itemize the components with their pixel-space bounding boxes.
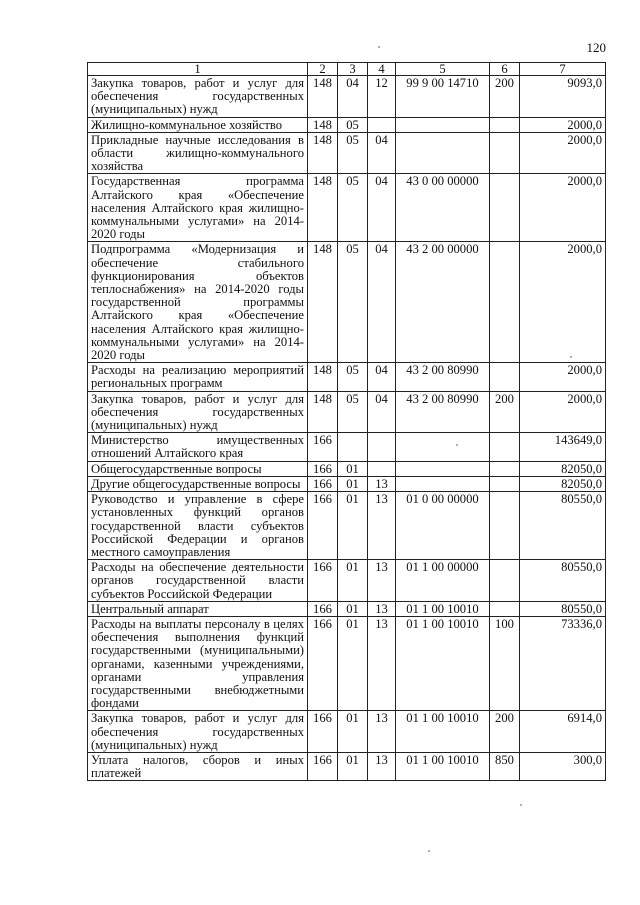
budget-table [87,62,606,781]
row-name-cell: Руководство и управление в сфере установленных функций органов государственной власти субъектов Российской Федерации и органов местного самоуправления [88,492,308,560]
target-item-cell: 01 1 00 10010 [396,752,490,780]
row-name-cell: Расходы на выплаты персоналу в целях обеспечения выполнения функций государственными (муниципальными) органами, казенными учреждениями, органами управления государственными внебюджетными фондами [88,616,308,710]
expense-type-cell: 850 [490,752,520,780]
table-row [88,616,606,710]
expense-type-cell: 200 [490,391,520,433]
amount-cell: 73336,0 [520,616,606,710]
scan-speck [428,850,430,852]
table-row [88,117,606,132]
row-name-cell: Общегосударственные вопросы [88,461,308,476]
target-item-cell: 43 2 00 80990 [396,391,490,433]
row-name-cell: Расходы на реализацию мероприятий региональных программ [88,363,308,391]
scan-speck [520,804,522,806]
amount-cell: 82050,0 [520,476,606,491]
amount-cell: 80550,0 [520,601,606,616]
table-row [88,76,606,118]
subsection-code-cell: 04 [368,363,396,391]
ministry-code-cell: 166 [308,616,338,710]
expense-type-cell [490,117,520,132]
target-item-cell: 01 1 00 10010 [396,711,490,753]
table-row [88,363,606,391]
table-row [88,752,606,780]
ministry-code-cell: 148 [308,363,338,391]
subsection-code-cell: 13 [368,560,396,602]
section-code-cell: 05 [338,132,368,174]
row-name-cell: Уплата налогов, сборов и иных платежей [88,752,308,780]
subsection-code-cell: 13 [368,601,396,616]
ministry-code-cell: 148 [308,242,338,363]
expense-type-cell [490,476,520,491]
ministry-code-cell: 148 [308,117,338,132]
amount-cell: 80550,0 [520,560,606,602]
header-cell: 4 [368,63,396,76]
expense-type-cell [490,601,520,616]
amount-cell: 2000,0 [520,391,606,433]
section-code-cell: 05 [338,117,368,132]
expense-type-cell [490,492,520,560]
row-name-cell: Государственная программа Алтайского края «Обеспечение населения Алтайского края жилищно-коммунальными услугами» на 2014-2020 годы [88,174,308,242]
table-row [88,711,606,753]
section-code-cell: 01 [338,492,368,560]
table-row [88,433,606,461]
section-code-cell: 01 [338,616,368,710]
ministry-code-cell: 148 [308,76,338,118]
header-cell: 6 [490,63,520,76]
ministry-code-cell: 166 [308,433,338,461]
expense-type-cell [490,174,520,242]
ministry-code-cell: 166 [308,711,338,753]
expense-type-cell [490,132,520,174]
row-name-cell: Министерство имущественных отношений Алтайского края [88,433,308,461]
amount-cell: 82050,0 [520,461,606,476]
subsection-code-cell: 13 [368,711,396,753]
amount-cell: 300,0 [520,752,606,780]
table-row [88,132,606,174]
row-name-cell: Центральный аппарат [88,601,308,616]
table-body [88,76,606,781]
target-item-cell: 01 1 00 00000 [396,560,490,602]
header-cell: 5 [396,63,490,76]
amount-cell: 2000,0 [520,132,606,174]
header-cell: 2 [308,63,338,76]
amount-cell: 143649,0 [520,433,606,461]
section-code-cell: 01 [338,601,368,616]
section-code-cell: 05 [338,391,368,433]
section-code-cell: 05 [338,242,368,363]
scan-speck [570,356,572,358]
expense-type-cell [490,242,520,363]
ministry-code-cell: 148 [308,132,338,174]
subsection-code-cell: 13 [368,616,396,710]
subsection-code-cell: 12 [368,76,396,118]
target-item-cell [396,476,490,491]
table-row [88,492,606,560]
subsection-code-cell: 04 [368,132,396,174]
target-item-cell: 01 0 00 00000 [396,492,490,560]
target-item-cell: 99 9 00 14710 [396,76,490,118]
target-item-cell: 43 2 00 00000 [396,242,490,363]
amount-cell: 2000,0 [520,117,606,132]
ministry-code-cell: 166 [308,601,338,616]
scan-speck [378,46,380,48]
section-code-cell: 01 [338,711,368,753]
ministry-code-cell: 148 [308,174,338,242]
page-number: 120 [586,40,606,55]
ministry-code-cell: 166 [308,492,338,560]
row-name-cell: Прикладные научные исследования в области жилищно-коммунального хозяйства [88,132,308,174]
row-name-cell: Другие общегосударственные вопросы [88,476,308,491]
ministry-code-cell: 166 [308,476,338,491]
header-cell: 7 [520,63,606,76]
scan-speck [456,444,458,446]
target-item-cell [396,461,490,476]
row-name-cell: Закупка товаров, работ и услуг для обеспечения государственных (муниципальных) нужд [88,76,308,118]
expense-type-cell: 100 [490,616,520,710]
section-code-cell: 04 [338,76,368,118]
table-row [88,601,606,616]
subsection-code-cell [368,461,396,476]
header-cell: 1 [88,63,308,76]
target-item-cell [396,433,490,461]
amount-cell: 2000,0 [520,174,606,242]
section-code-cell: 01 [338,476,368,491]
subsection-code-cell [368,117,396,132]
expense-type-cell [490,363,520,391]
row-name-cell: Жилищно-коммунальное хозяйство [88,117,308,132]
amount-cell: 80550,0 [520,492,606,560]
row-name-cell: Закупка товаров, работ и услуг для обеспечения государственных (муниципальных) нужд [88,391,308,433]
subsection-code-cell: 04 [368,174,396,242]
subsection-code-cell: 13 [368,752,396,780]
target-item-cell [396,132,490,174]
header-cell: 3 [338,63,368,76]
target-item-cell: 43 2 00 80990 [396,363,490,391]
subsection-code-cell [368,433,396,461]
row-name-cell: Расходы на обеспечение деятельности органов государственной власти субъектов Российской Федерации [88,560,308,602]
subsection-code-cell: 13 [368,476,396,491]
subsection-code-cell: 04 [368,242,396,363]
target-item-cell [396,117,490,132]
target-item-cell: 43 0 00 00000 [396,174,490,242]
ministry-code-cell: 166 [308,461,338,476]
row-name-cell: Закупка товаров, работ и услуг для обеспечения государственных (муниципальных) нужд [88,711,308,753]
table-row [88,461,606,476]
table-row [88,391,606,433]
amount-cell: 6914,0 [520,711,606,753]
section-code-cell: 01 [338,560,368,602]
expense-type-cell [490,461,520,476]
table-row [88,242,606,363]
row-name-cell: Подпрограмма «Модернизация и обеспечение стабильного функционирования объектов теплоснабжения» на 2014-2020 годы государственной программы Алтайского края «Обеспечение населения Алтайского края жилищно-коммунальными услугами» на 2014-2020 годы [88,242,308,363]
ministry-code-cell: 166 [308,752,338,780]
section-code-cell: 05 [338,363,368,391]
expense-type-cell [490,560,520,602]
section-code-cell: 05 [338,174,368,242]
amount-cell: 2000,0 [520,363,606,391]
section-code-cell: 01 [338,461,368,476]
expense-type-cell [490,433,520,461]
amount-cell: 2000,0 [520,242,606,363]
subsection-code-cell: 13 [368,492,396,560]
expense-type-cell: 200 [490,711,520,753]
target-item-cell: 01 1 00 10010 [396,616,490,710]
header-row [88,63,606,76]
expense-type-cell: 200 [490,76,520,118]
subsection-code-cell: 04 [368,391,396,433]
table-row [88,560,606,602]
ministry-code-cell: 166 [308,560,338,602]
section-code-cell [338,433,368,461]
amount-cell: 9093,0 [520,76,606,118]
target-item-cell: 01 1 00 10010 [396,601,490,616]
table-row [88,476,606,491]
ministry-code-cell: 148 [308,391,338,433]
table-row [88,174,606,242]
section-code-cell: 01 [338,752,368,780]
